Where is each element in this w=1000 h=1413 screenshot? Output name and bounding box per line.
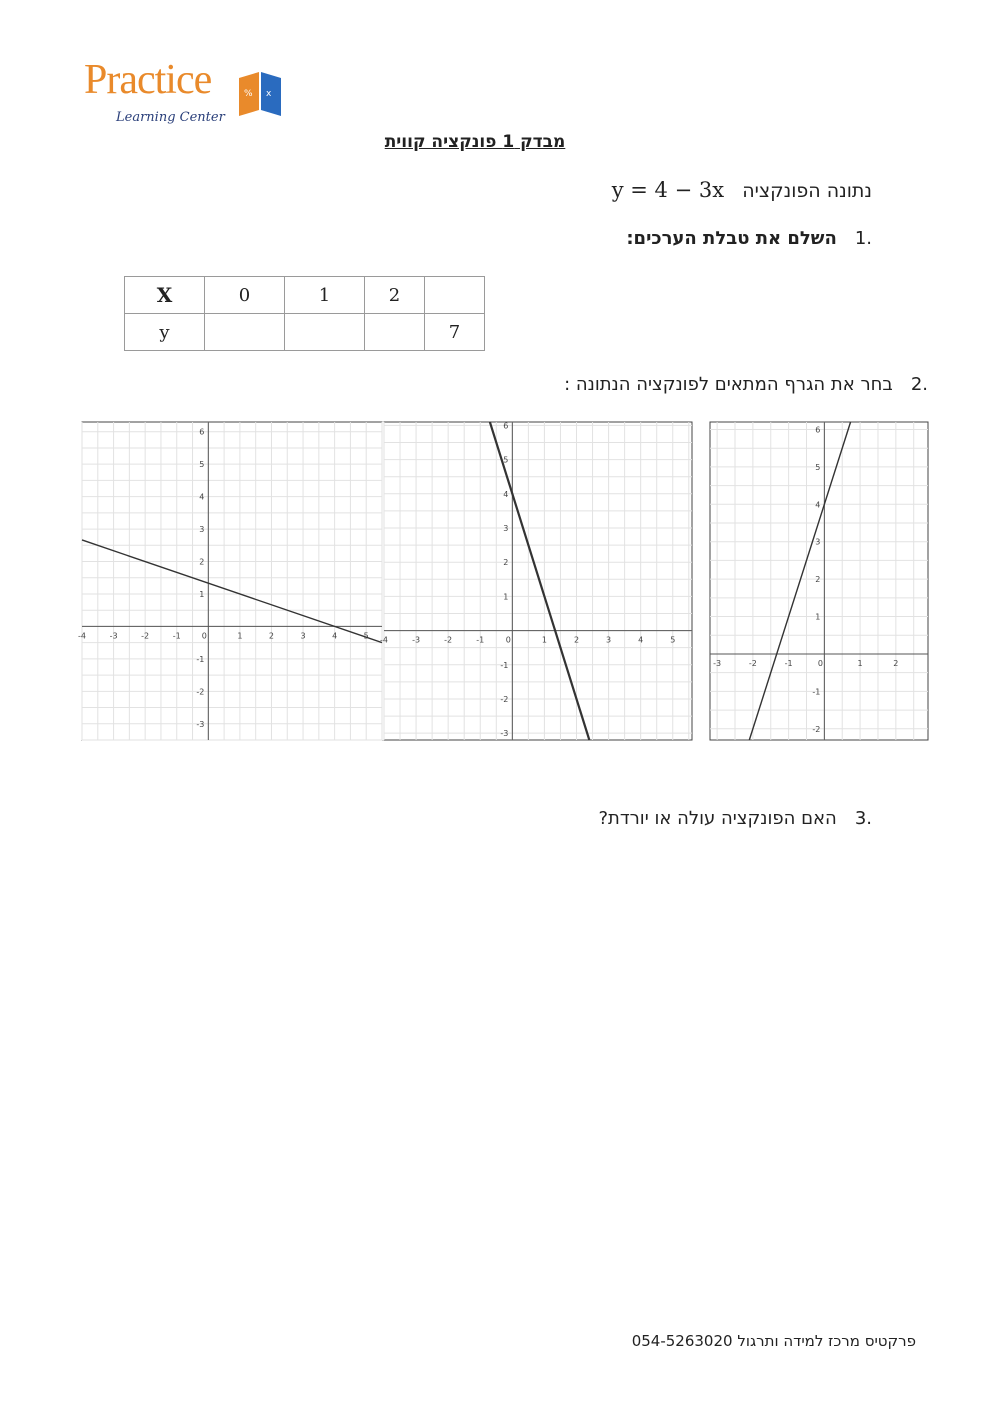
y-tick-label: -1 — [812, 687, 821, 697]
question-2 — [564, 374, 928, 395]
x-tick-label: 1 — [541, 635, 547, 645]
y-tick-label: 3 — [503, 524, 509, 533]
question-1-text: השלם את טבלת הערכים: — [626, 228, 837, 249]
y-tick-label: -2 — [812, 724, 821, 734]
y-tick-label: -2 — [500, 694, 509, 704]
y-tick-label: 6 — [815, 425, 821, 435]
table-row-y — [125, 314, 485, 351]
page-title: מבדק 1 פונקציה קווית — [384, 132, 566, 152]
x-tick-label: 3 — [606, 635, 612, 645]
question-3-number: .3 — [854, 808, 872, 829]
practice-logo — [80, 56, 290, 136]
x-tick-label: 4 — [332, 631, 338, 641]
question-2-number: .2 — [910, 374, 928, 395]
y-tick-label: 4 — [815, 500, 821, 510]
y-tick-label: 2 — [199, 557, 205, 567]
x-tick-label: -4 — [78, 631, 86, 641]
x-tick-label: -3 — [109, 631, 118, 641]
y-tick-label: 2 — [815, 575, 821, 585]
logo-subtext: Learning Center — [116, 110, 225, 125]
y-tick-label: 5 — [815, 462, 821, 472]
y-tick-label: 2 — [503, 558, 509, 568]
x-tick-label: -1 — [172, 631, 181, 641]
graph-option-3[interactable] — [710, 422, 928, 740]
table-cell-answer[interactable] — [285, 314, 365, 351]
question-3-text: האם הפונקציה עולה או יורדת? — [598, 808, 837, 829]
x-tick-label: 2 — [573, 635, 580, 645]
footer-phone: 054-5263020 — [631, 1332, 733, 1350]
y-tick-label: -2 — [196, 687, 205, 697]
table-cell: 0 — [205, 277, 285, 314]
y-tick-label: -3 — [500, 729, 509, 739]
graph-frame — [384, 422, 692, 740]
question-2-text: בחר את הגרף המתאים לפונקציה הנתונה : — [564, 374, 893, 395]
x-tick-label: 0 — [201, 631, 207, 641]
x-tick-label: -1 — [784, 658, 793, 668]
x-tick-label: 4 — [638, 635, 644, 645]
x-tick-label: -2 — [748, 658, 757, 668]
x-tick-label: 1 — [237, 631, 243, 641]
svg-text:x: x — [266, 89, 272, 99]
x-tick-label: 5 — [670, 635, 676, 645]
x-tick-label: -4 — [380, 635, 388, 645]
given-text: נתונה הפונקציה — [742, 180, 872, 202]
y-tick-label: 5 — [503, 455, 509, 465]
y-tick-label: -1 — [196, 654, 205, 664]
graph-option-2[interactable] — [380, 421, 692, 740]
values-table — [124, 276, 485, 351]
table-cell-answer[interactable] — [365, 314, 425, 351]
y-tick-label: 6 — [199, 427, 205, 437]
y-tick-label: 3 — [815, 537, 821, 547]
given-equation: y = 4 − 3x — [611, 178, 725, 202]
y-tick-label: 1 — [199, 589, 205, 599]
table-cell: 2 — [365, 277, 425, 314]
x-tick-label: -2 — [444, 635, 453, 645]
question-1-number: .1 — [854, 228, 872, 249]
y-tick-label: -3 — [196, 719, 205, 729]
footer — [632, 1332, 916, 1350]
x-tick-label: 0 — [817, 658, 823, 668]
footer-text: פרקטיס מרכז למידה ותרגול — [737, 1332, 916, 1350]
x-tick-label: 0 — [505, 635, 511, 645]
x-tick-label: 3 — [300, 631, 306, 641]
graph-options — [78, 421, 928, 742]
y-tick-label: 1 — [503, 592, 509, 602]
table-cell: 7 — [425, 314, 485, 351]
table-cell: X — [125, 277, 205, 314]
y-tick-label: -1 — [500, 660, 509, 670]
graph-frame — [82, 422, 382, 740]
y-tick-label: 1 — [815, 612, 821, 622]
x-tick-label: 1 — [857, 658, 863, 668]
x-tick-label: -2 — [141, 631, 150, 641]
given-function — [612, 178, 872, 202]
table-row-x — [125, 277, 485, 314]
logo-text: Practice — [84, 57, 212, 103]
x-tick-label: -3 — [713, 658, 722, 668]
table-cell: 1 — [285, 277, 365, 314]
y-tick-label: 4 — [199, 492, 205, 502]
y-tick-label: 6 — [503, 421, 509, 431]
x-tick-label: -3 — [412, 635, 421, 645]
graph-option-1[interactable] — [78, 422, 382, 740]
book-icon — [235, 70, 285, 118]
table-cell-answer[interactable] — [205, 314, 285, 351]
x-tick-label: -1 — [476, 635, 485, 645]
table-cell: y — [125, 314, 205, 351]
question-3 — [598, 808, 872, 829]
y-tick-label: 5 — [199, 460, 205, 470]
question-1 — [626, 228, 872, 249]
y-tick-label: 4 — [503, 489, 509, 499]
table-cell-answer[interactable] — [425, 277, 485, 314]
x-tick-label: 5 — [363, 631, 369, 641]
svg-text:%: % — [244, 89, 253, 99]
x-tick-label: 2 — [268, 631, 275, 641]
y-tick-label: 3 — [199, 525, 205, 535]
x-tick-label: 2 — [893, 658, 899, 668]
